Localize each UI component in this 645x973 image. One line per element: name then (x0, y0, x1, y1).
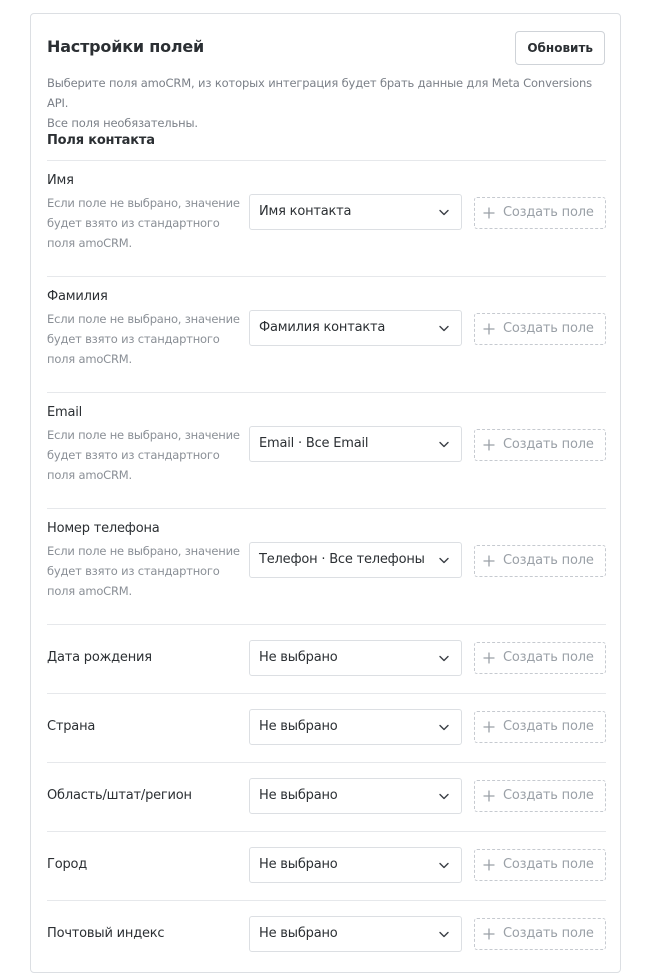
plus-icon (483, 859, 495, 871)
select-value: Не выбрано (259, 857, 338, 872)
create-field-label: Создать поле (503, 719, 594, 734)
select-value: Не выбрано (259, 926, 338, 941)
field-hint-line: Если поле не выбрано, значение (47, 312, 240, 326)
field-hint-line: будет взято из стандартного (47, 448, 220, 462)
field-label: Фамилия (47, 289, 108, 304)
field-hint (47, 309, 247, 369)
chevron-down-icon (438, 859, 450, 871)
field-hint-line: Если поле не выбрано, значение (47, 428, 240, 442)
field-mapping-select[interactable] (249, 194, 462, 230)
field-mapping-select[interactable] (249, 847, 462, 883)
field-hint-line: поля amoCRM. (47, 468, 132, 482)
row-divider (47, 508, 606, 509)
plus-icon (483, 555, 495, 567)
field-hint (47, 425, 247, 485)
chevron-down-icon (438, 438, 450, 450)
select-value: Не выбрано (259, 719, 338, 734)
plus-icon (483, 207, 495, 219)
field-mapping-select[interactable] (249, 310, 462, 346)
field-hint (47, 541, 247, 601)
field-mapping-select[interactable] (249, 542, 462, 578)
refresh-button[interactable]: Обновить (515, 31, 605, 65)
create-field-label: Создать поле (503, 205, 594, 220)
create-field-button[interactable] (474, 197, 606, 229)
create-field-label: Создать поле (503, 321, 594, 336)
create-field-button[interactable] (474, 918, 606, 950)
panel-description (47, 73, 607, 133)
create-field-button[interactable] (474, 313, 606, 345)
create-field-button[interactable] (474, 849, 606, 881)
panel-title: Настройки полей (47, 37, 205, 56)
select-value: Телефон · Все телефоны (259, 552, 425, 567)
field-label: Почтовый индекс (47, 926, 165, 941)
field-hint (47, 193, 247, 253)
field-label: Дата рождения (47, 650, 152, 665)
create-field-label: Создать поле (503, 857, 594, 872)
row-divider (47, 624, 606, 625)
plus-icon (483, 439, 495, 451)
create-field-label: Создать поле (503, 926, 594, 941)
field-hint-line: поля amoCRM. (47, 584, 132, 598)
select-value: Имя контакта (259, 204, 352, 219)
chevron-down-icon (438, 928, 450, 940)
field-hint-line: поля amoCRM. (47, 352, 132, 366)
select-value: Не выбрано (259, 788, 338, 803)
field-label: Область/штат/регион (47, 788, 192, 803)
chevron-down-icon (438, 206, 450, 218)
plus-icon (483, 652, 495, 664)
create-field-button[interactable] (474, 545, 606, 577)
field-hint-line: будет взято из стандартного (47, 332, 220, 346)
plus-icon (483, 928, 495, 940)
plus-icon (483, 721, 495, 733)
row-divider (47, 831, 606, 832)
create-field-button[interactable] (474, 429, 606, 461)
create-field-label: Создать поле (503, 788, 594, 803)
row-divider (47, 276, 606, 277)
field-mapping-select[interactable] (249, 640, 462, 676)
create-field-button[interactable] (474, 780, 606, 812)
field-hint-line: будет взято из стандартного (47, 564, 220, 578)
create-field-label: Создать поле (503, 437, 594, 452)
field-mapping-select[interactable] (249, 426, 462, 462)
field-hint-line: Если поле не выбрано, значение (47, 196, 240, 210)
row-divider (47, 762, 606, 763)
create-field-button[interactable] (474, 642, 606, 674)
field-mapping-select[interactable] (249, 916, 462, 952)
plus-icon (483, 790, 495, 802)
panel-description-line: Выберите поля amoCRM, из которых интеграция будет брать данные для Meta Conversions API. (47, 76, 592, 110)
field-label: Email (47, 405, 83, 420)
chevron-down-icon (438, 554, 450, 566)
section-title: Поля контакта (47, 133, 155, 148)
field-label: Страна (47, 719, 96, 734)
row-divider (47, 160, 606, 161)
select-value: Email · Все Email (259, 436, 369, 451)
field-hint-line: будет взято из стандартного (47, 216, 220, 230)
chevron-down-icon (438, 322, 450, 334)
field-hint-line: поля amoCRM. (47, 236, 132, 250)
chevron-down-icon (438, 790, 450, 802)
chevron-down-icon (438, 721, 450, 733)
field-mapping-select[interactable] (249, 709, 462, 745)
row-divider (47, 693, 606, 694)
row-divider (47, 392, 606, 393)
field-label: Имя (47, 173, 74, 188)
field-label: Номер телефона (47, 521, 160, 536)
row-divider (47, 900, 606, 901)
chevron-down-icon (438, 652, 450, 664)
create-field-label: Создать поле (503, 650, 594, 665)
create-field-label: Создать поле (503, 553, 594, 568)
field-hint-line: Если поле не выбрано, значение (47, 544, 240, 558)
panel-description-line: Все поля необязательны. (47, 116, 198, 130)
select-value: Не выбрано (259, 650, 338, 665)
select-value: Фамилия контакта (259, 320, 386, 335)
create-field-button[interactable] (474, 711, 606, 743)
field-settings-card (30, 13, 621, 973)
field-label: Город (47, 857, 88, 872)
field-mapping-select[interactable] (249, 778, 462, 814)
plus-icon (483, 323, 495, 335)
